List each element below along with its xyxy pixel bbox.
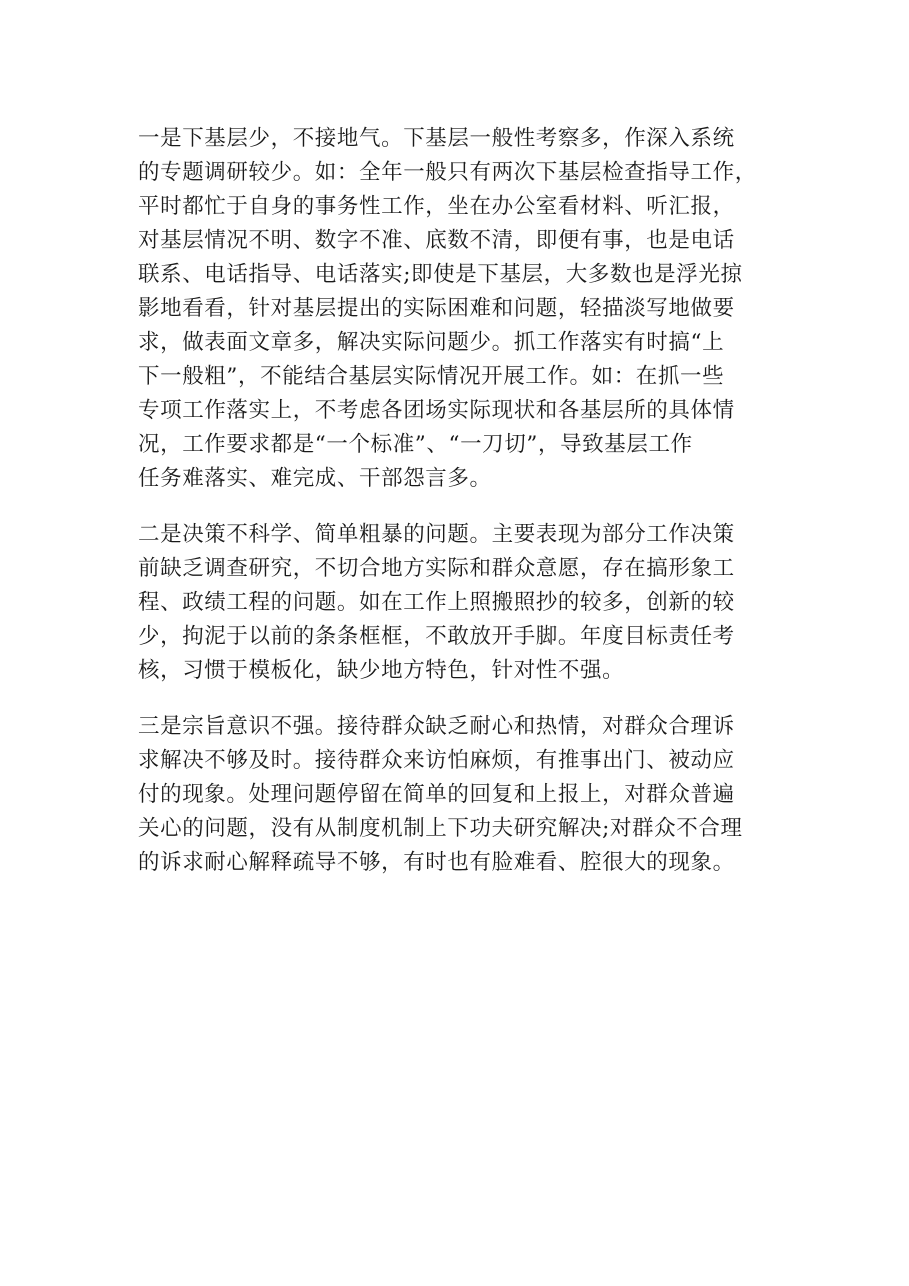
text-line: 二是决策不科学、简单粗暴的问题。主要表现为部分工作决策 bbox=[138, 522, 735, 547]
text-line: 付的现象。处理问题停留在简单的回复和上报上，对群众普遍 bbox=[138, 782, 735, 807]
text-line: 况，工作要求都是“一个标准”、“一刀切”，导致基层工作 bbox=[138, 432, 693, 457]
text-line: 对基层情况不明、数字不准、底数不清，即便有事，也是电话 bbox=[138, 228, 735, 253]
paragraph-2 bbox=[138, 518, 788, 688]
text-line: 求，做表面文章多，解决实际问题少。抓工作落实有时搞“上 bbox=[138, 330, 725, 355]
text-line: 少，拘泥于以前的条条框框，不敢放开手脚。年度目标责任考 bbox=[138, 624, 735, 649]
text-line: 一是下基层少，不接地气。下基层一般性考察多，作深入系统 bbox=[138, 126, 735, 151]
text-line: 的诉求耐心解释疏导不够，有时也有脸难看、腔很大的现象。 bbox=[138, 850, 735, 875]
text-line: 求解决不够及时。接待群众来访怕麻烦，有推事出门、被动应 bbox=[138, 748, 735, 773]
text-line: 任务难落实、难完成、干部怨言多。 bbox=[138, 466, 492, 491]
text-line: 三是宗旨意识不强。接待群众缺乏耐心和热情，对群众合理诉 bbox=[138, 714, 735, 739]
text-line: 的专题调研较少。如：全年一般只有两次下基层检查指导工作， bbox=[138, 160, 757, 185]
text-line: 专项工作落实上，不考虑各团场实际现状和各基层所的具体情 bbox=[138, 398, 735, 423]
text-line: 程、政绩工程的问题。如在工作上照搬照抄的较多，创新的较 bbox=[138, 590, 735, 615]
text-line: 下一般粗”，不能结合基层实际情况开展工作。如：在抓一些 bbox=[138, 364, 725, 389]
text-line: 影地看看，针对基层提出的实际困难和问题，轻描淡写地做要 bbox=[138, 296, 735, 321]
text-line: 核，习惯于模板化，缺少地方特色，针对性不强。 bbox=[138, 658, 625, 683]
text-line: 联系、电话指导、电话落实;即使是下基层，大多数也是浮光掠 bbox=[138, 262, 743, 287]
paragraph-1 bbox=[138, 122, 788, 496]
document-body bbox=[138, 122, 788, 902]
paragraph-3 bbox=[138, 710, 788, 880]
text-line: 平时都忙于自身的事务性工作，坐在办公室看材料、听汇报， bbox=[138, 194, 735, 219]
text-line: 前缺乏调查研究，不切合地方实际和群众意愿，存在搞形象工 bbox=[138, 556, 735, 581]
text-line: 关心的问题，没有从制度机制上下功夫研究解决;对群众不合理 bbox=[138, 816, 743, 841]
